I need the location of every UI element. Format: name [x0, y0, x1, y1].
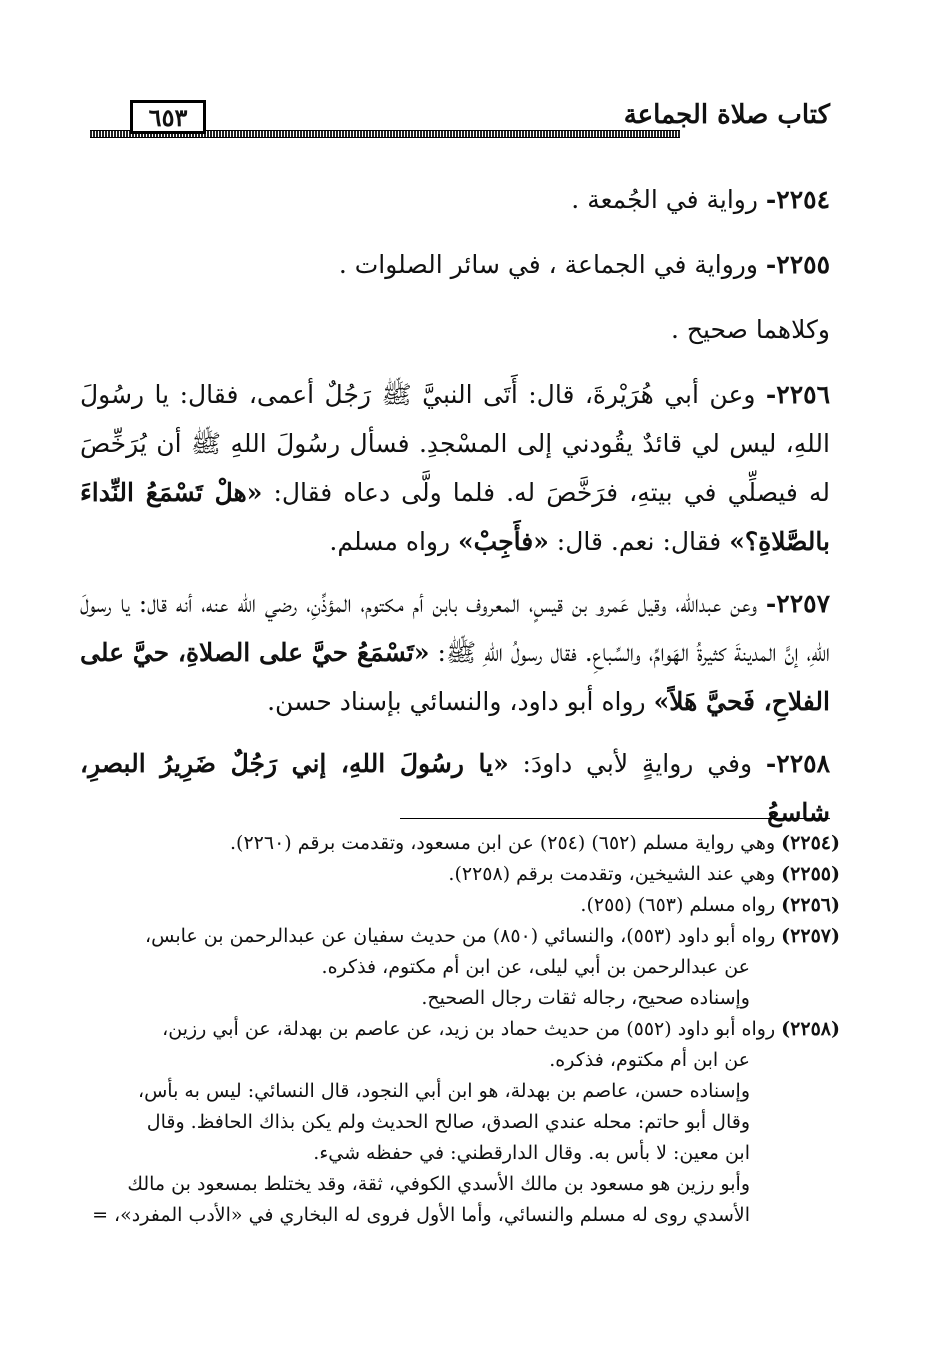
running-title: كتاب صلاة الجماعة — [623, 100, 830, 130]
hadith-text: ورواية في الجماعة ، في سائر الصلوات . — [338, 250, 766, 279]
footnote-number: (٢٢٥٥) — [781, 863, 840, 885]
footnote-divider — [400, 818, 830, 819]
prophetic-quote: «يا رسُولَ اللهِ، إني رَجُلٌ ضَرِيرُ البصرِ، شاسعُ — [80, 749, 830, 827]
footnote-2257 — [80, 921, 840, 952]
footnote-2255 — [80, 859, 840, 890]
hadith-number: ٢٢٥٧- — [765, 589, 830, 618]
footnote-text: رواه مسلم (٦٥٣) (٢٥٥). — [580, 894, 776, 916]
page-number: ٦٥٣ — [130, 100, 206, 134]
hadith-number: ٢٢٥٦- — [765, 380, 830, 409]
hadith-source: رواه أبو داود، والنسائي بإسناد حسن. — [267, 687, 654, 716]
grading-note — [80, 305, 830, 354]
footnote-text: رواه أبو داود (٥٥٣)، والنسائي (٨٥٠) من حديث سفيان عن عبدالرحمن بن عابس، — [145, 925, 776, 947]
footnote-number: (٢٢٥٧) — [781, 925, 840, 947]
footnote-line: وأبو رزين هو مسعود بن مالك الأسدي الكوفي، ثقة، وقد يختلط بمسعود بن مالك — [127, 1173, 750, 1195]
hadith-source: رواه مسلم. — [329, 527, 459, 556]
hadith-2257 — [80, 579, 830, 726]
footnote-line: وإسناده صحيح، رجاله ثقات رجال الصحيح. — [421, 987, 750, 1009]
hadith-text: رواية في الجُمعة . — [571, 185, 766, 214]
hadith-text: وعن أبي هُرَيْرةَ، قال: أَتَى النبيَّ ﷺ رَجُلٌ أعمى، فقال: يا رسُولَ اللهِ، ليس لي قائدٌ يقُودني إلى المسْجدِ. فسأل رسُولَ اللهِ ﷺ أن يُرَخِّصَ له فيصلِّي في بيتهِ، فرَخَّصَ له. فلما ولَّى دعاه فقال: — [80, 380, 830, 507]
footnote-2258 — [80, 1014, 840, 1045]
hadith-2255 — [80, 240, 830, 289]
footnote-line: عن ابن أم مكتوم، فذكره. — [549, 1049, 750, 1071]
hadith-number: ٢٢٥٤- — [765, 185, 830, 214]
hadith-number: ٢٢٥٨- — [765, 749, 830, 778]
footnote-text: وهي عند الشيخين، وتقدمت برقم (٢٢٥٨). — [448, 863, 776, 885]
hadith-text: وعن عبدالله، وقيل عَمرو بن قيسٍ، المعروف بابن أم مكتوم، المؤذِّنِ، رضي الله عنه، أنه قال: يا رسولَ اللهِ، إنَّ المدينةَ كثيرةُ الهَوامِّ، والسِّباعِ. فقال رسولُ اللهِ ﷺ: — [80, 589, 830, 667]
footnote-number: (٢٢٥٨) — [781, 1018, 840, 1040]
footnote-line: الأسدي روى له مسلم والنسائي، وأما الأول فروى له البخاري في «الأدب المفرد»، = — [92, 1204, 750, 1226]
hadith-text: فقال: نعم. قال: — [548, 527, 730, 556]
main-text — [80, 175, 830, 850]
footnote-line: وإسناده حسن، عاصم بن بهدلة، هو ابن أبي النجود، قال النسائي: ليس به بأس، — [137, 1080, 750, 1102]
footnote-line: عن عبدالرحمن بن أبي ليلى، عن ابن أم مكتوم، فذكره. — [321, 956, 750, 978]
prophetic-quote: «فأَجِبْ» — [458, 527, 549, 556]
prophetic-quote: «هلْ تَسْمَعُ النِّداءَ بالصَّلاةِ؟» — [80, 478, 830, 556]
footnote-2254 — [80, 828, 840, 859]
hadith-2256 — [80, 370, 830, 566]
prophetic-quote: «تَسْمَعُ حيَّ على الصلاةِ، حيَّ على الفلاحِ، فَحيَّ هَلاً» — [80, 638, 830, 716]
footnote-line: وقال أبو حاتم: محله عندي الصدق، صالح الحديث ولم يكن بذاك الحافظ. وقال — [146, 1111, 750, 1133]
hadith-number: ٢٢٥٥- — [765, 250, 830, 279]
footnote-2256 — [80, 890, 840, 921]
hadith-2254 — [80, 175, 830, 224]
page-header — [80, 92, 830, 140]
hadith-text: وفي روايةٍ لأبي داودَ: — [508, 749, 766, 778]
grading-text: وكلاهما صحيح . — [670, 315, 830, 344]
footnote-number: (٢٢٥٦) — [781, 894, 840, 916]
footnotes — [80, 828, 840, 1231]
footnote-text: وهي رواية مسلم (٦٥٢) (٢٥٤) عن ابن مسعود، وتقدمت برقم (٢٢٦٠). — [230, 832, 776, 854]
footnote-number: (٢٢٥٤) — [781, 832, 840, 854]
footnote-line: ابن معين: لا بأس به. وقال الدارقطني: في حفظه شيء. — [313, 1142, 750, 1164]
hadith-2258 — [80, 739, 830, 837]
footnote-text: رواه أبو داود (٥٥٢) من حديث حماد بن زيد، عن عاصم بن بهدلة، عن أبي رزين، — [162, 1018, 776, 1040]
